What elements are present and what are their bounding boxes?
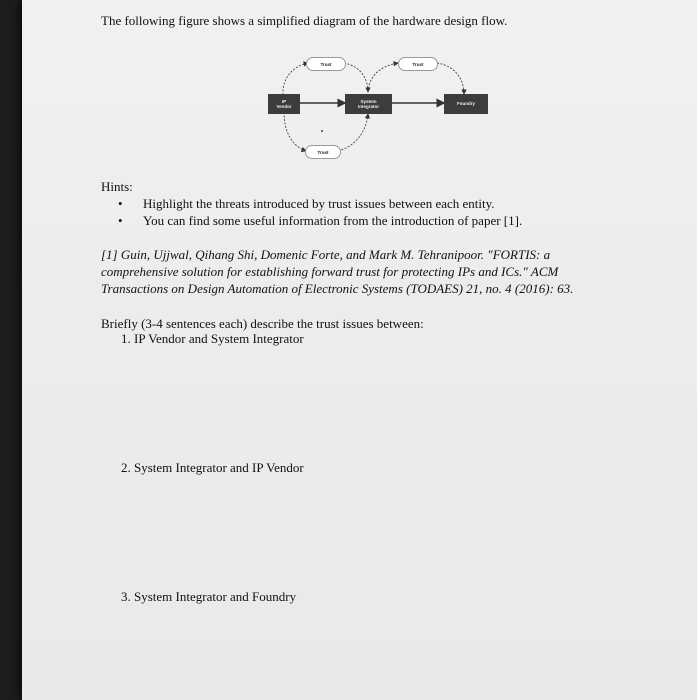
trust-arc-top-right-start [368,63,398,92]
question-item: 1. IP Vendor and System Integrator [121,331,304,346]
trust-arc-top-left-end [344,63,368,92]
trust-arc-top-left-start [283,63,308,95]
hints-heading: Hints: [101,179,133,194]
bullet-marker: • [118,213,123,228]
trust-pill-top-right: Trust [398,57,438,71]
trust-arc-bottom-end [338,114,368,151]
question-item: 2. System Integrator and IP Vendor [121,460,304,475]
foundry-label: Foundry [457,101,475,107]
trust-pill-top-left: Trust [306,57,346,71]
reference-line: [1] Guin, Ujjwal, Qihang Shi, Domenic Forte, and Mark M. Tehranipoor. "FORTIS: a [101,247,551,262]
trust-arc-bottom-start [284,112,306,151]
bullet-marker: • [118,196,123,211]
trust-arc-top-right-end [437,63,464,94]
foundry-box [444,94,488,114]
diagram-dot [321,130,323,132]
question-item: 3. System Integrator and Foundry [121,589,297,604]
question-prompt: Briefly (3-4 sentences each) describe the trust issues between: [101,316,424,331]
ip-vendor-label-line1: IP [281,98,287,104]
system-integrator-label-line2: Integrator [357,104,379,109]
ip-vendor-label-line2: Vendor [276,104,292,109]
ip-vendor-box [268,94,300,114]
system-integrator-label-line1: System [360,98,377,104]
system-integrator-box [345,94,392,114]
trust-pill-bottom: Trust [305,145,341,159]
hint-item: You can find some useful information from the introduction of paper [1]. [143,213,523,228]
intro-text: The following figure shows a simplified diagram of the hardware design flow. [101,13,508,28]
reference-line: comprehensive solution for establishing forward trust for protecting IPs and ICs." ACM [101,264,559,279]
reference-line: Transactions on Design Automation of Electronic Systems (TODAES) 21, no. 4 (2016): 63. [101,281,574,296]
hint-item: Highlight the threats introduced by trust issues between each entity. [143,196,495,211]
